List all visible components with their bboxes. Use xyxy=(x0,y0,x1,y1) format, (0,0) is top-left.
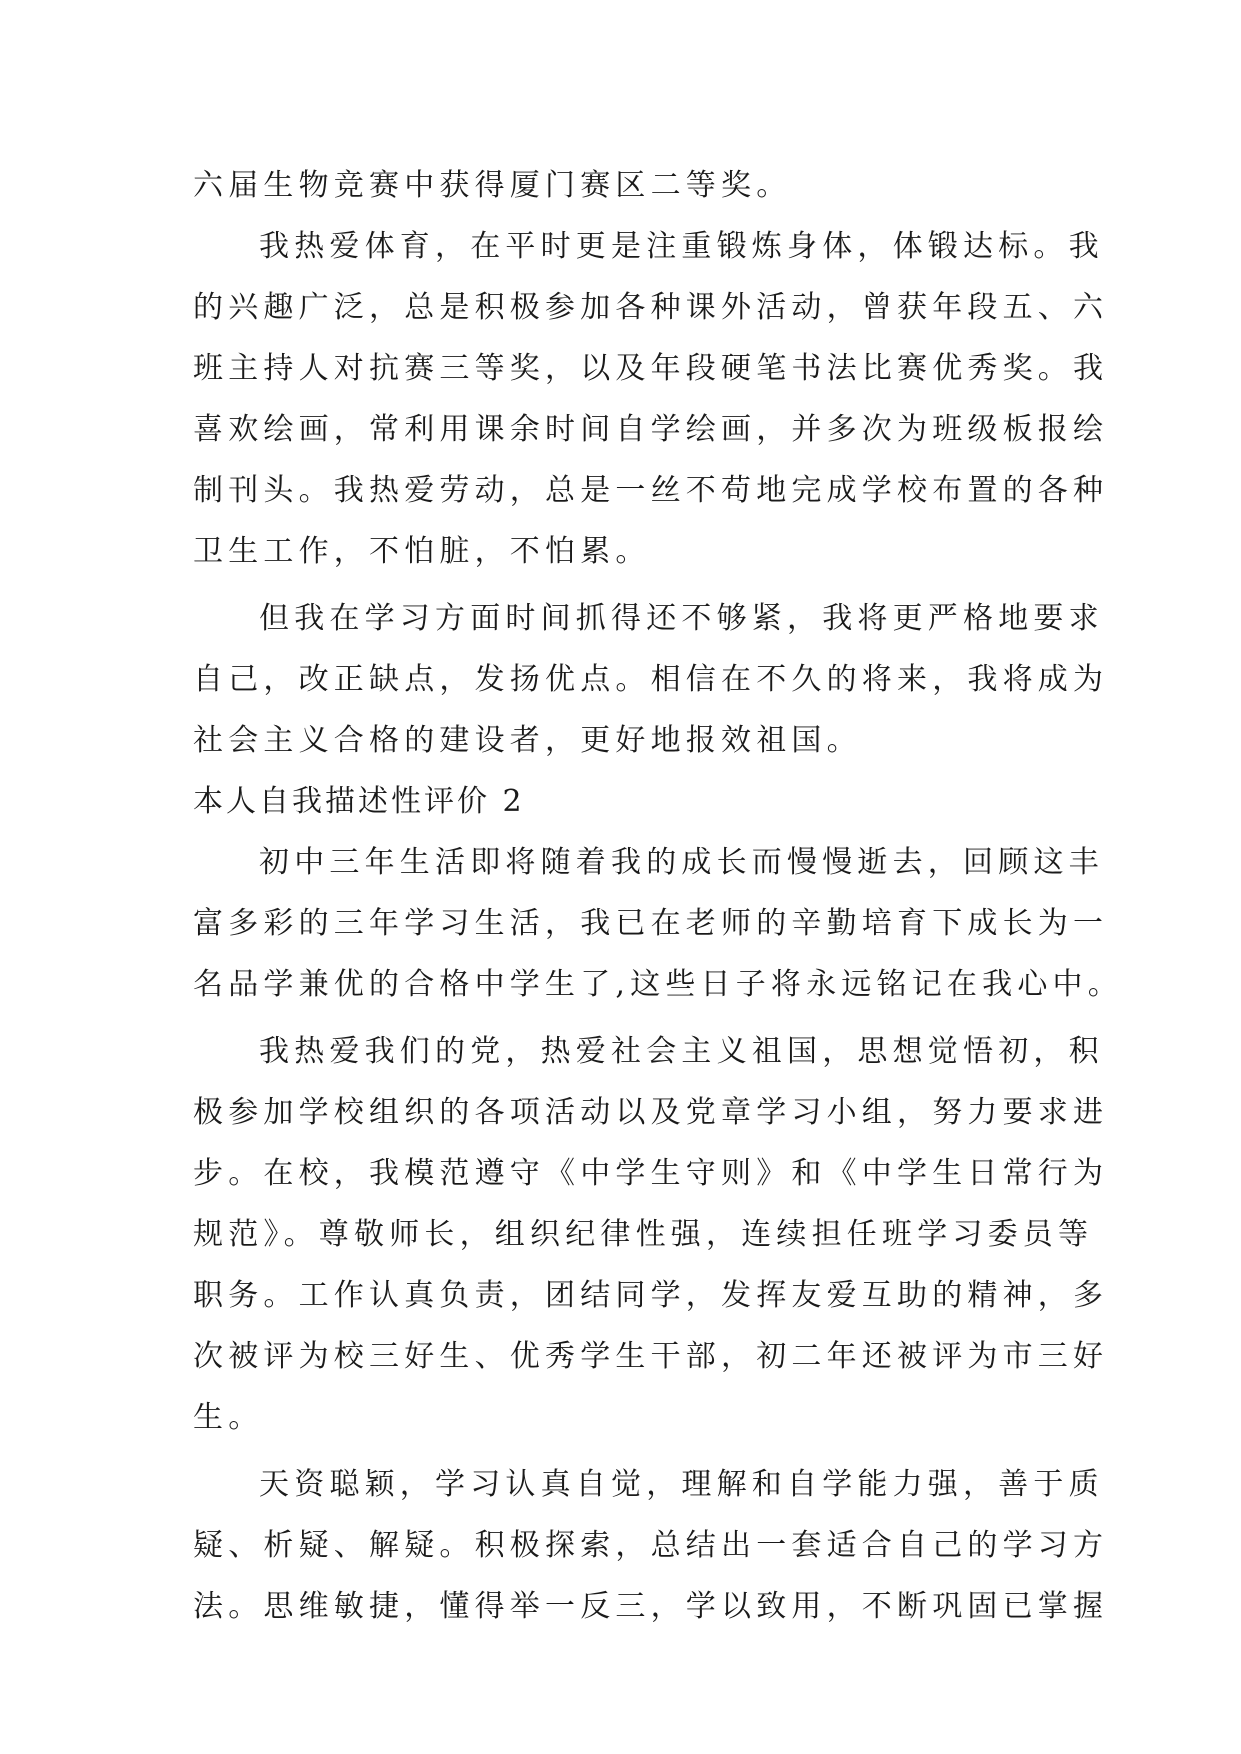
text-line: 社会主义合格的建设者，更好地报效祖国。 xyxy=(193,723,862,758)
text-line: 次被评为校三好生、优秀学生干部，初二年还被评为市三好 xyxy=(193,1339,1109,1374)
text-line: 名品学兼优的合格中学生了,这些日子将永远铭记在我心中。 xyxy=(193,967,1123,1002)
text-line: 职务。工作认真负责，团结同学，发挥友爱互助的精神，多 xyxy=(193,1278,1109,1313)
text-line: 初中三年生活即将随着我的成长而慢慢逝去，回顾这丰 xyxy=(259,845,1104,880)
text-line: 制刊头。我热爱劳动，总是一丝不苟地完成学校布置的各种 xyxy=(193,473,1109,508)
text-line: 班主持人对抗赛三等奖，以及年段硬笔书法比赛优秀奖。我 xyxy=(193,351,1109,386)
paragraph-continuation xyxy=(193,155,1055,216)
paragraph-shortcomings xyxy=(193,588,1109,771)
text-line: 六届生物竞赛中获得厦门赛区二等奖。 xyxy=(193,168,792,203)
paragraph-sports-hobbies xyxy=(193,216,1109,582)
text-line: 自己，改正缺点，发扬优点。相信在不久的将来，我将成为 xyxy=(193,662,1109,697)
text-line: 但我在学习方面时间抓得还不够紧，我将更严格地要求 xyxy=(259,601,1104,636)
text-line: 我热爱我们的党，热爱社会主义祖国，思想觉悟初，积 xyxy=(259,1034,1104,1069)
section-heading: 本人自我描述性评价 2 xyxy=(193,784,525,819)
text-line: 步。在校，我模范遵守《中学生守则》和《中学生日常行为 xyxy=(193,1156,1109,1191)
text-line: 规范》。尊敬师长，组织纪律性强，连续担任班学习委员等 xyxy=(193,1217,1094,1252)
text-line: 法。思维敏捷，懂得举一反三，学以致用，不断巩固已掌握 xyxy=(193,1589,1109,1624)
text-line: 疑、析疑、解疑。积极探索，总结出一套适合自己的学习方 xyxy=(193,1528,1109,1563)
text-line: 富多彩的三年学习生活，我已在老师的辛勤培育下成长为一 xyxy=(193,906,1109,941)
paragraph-conduct xyxy=(193,1021,1109,1448)
paragraph-study xyxy=(193,1454,1109,1637)
text-line: 喜欢绘画，常利用课余时间自学绘画，并多次为班级板报绘 xyxy=(193,412,1109,447)
text-line: 天资聪颖，学习认真自觉，理解和自学能力强，善于质 xyxy=(259,1467,1104,1502)
text-line: 我热爱体育，在平时更是注重锻炼身体，体锻达标。我 xyxy=(259,229,1104,264)
document-body xyxy=(193,155,1123,1637)
text-line: 极参加学校组织的各项活动以及党章学习小组，努力要求进 xyxy=(193,1095,1109,1130)
text-line: 卫生工作，不怕脏，不怕累。 xyxy=(193,534,651,569)
text-line: 生。 xyxy=(193,1400,264,1435)
paragraph-intro xyxy=(193,832,1123,1015)
text-line: 的兴趣广泛，总是积极参加各种课外活动，曾获年段五、六 xyxy=(193,290,1109,325)
